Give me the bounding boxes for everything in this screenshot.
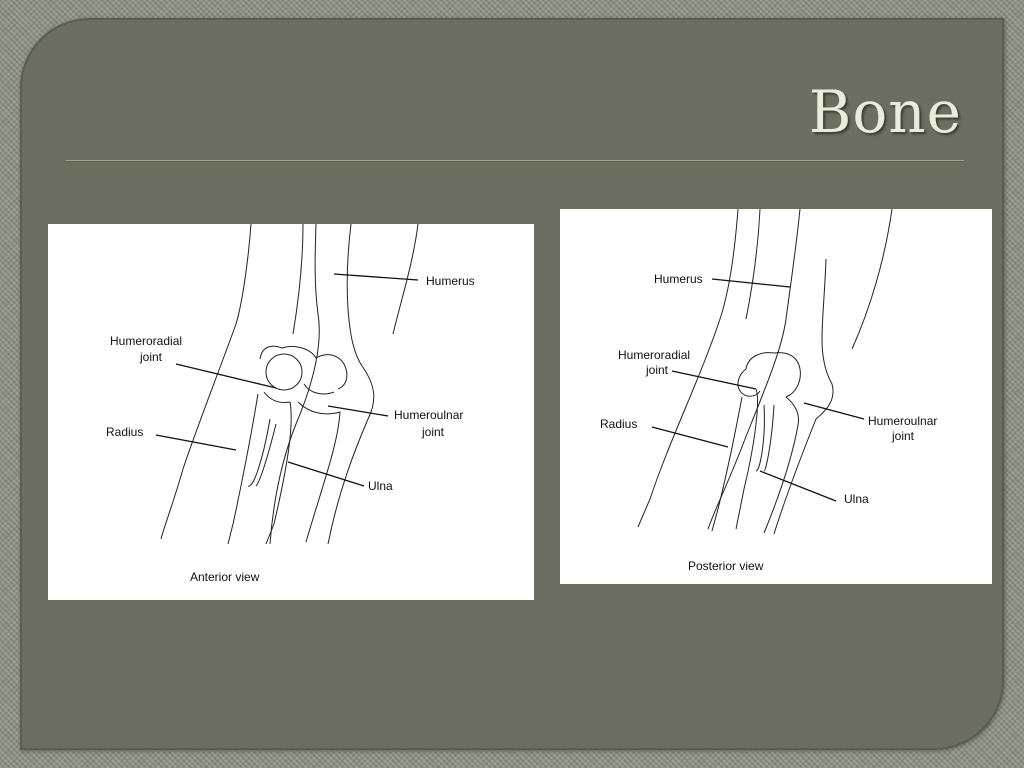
leader-humeroulnar bbox=[804, 403, 864, 419]
title-divider bbox=[66, 160, 964, 162]
caption-posterior: Posterior view bbox=[688, 559, 764, 573]
anterior-elbow-drawing bbox=[48, 224, 534, 600]
label-radius: Radius bbox=[600, 417, 638, 431]
humerus-shaft-left bbox=[293, 224, 303, 334]
label-humeroulnar-line1: Humeroulnar bbox=[394, 408, 464, 422]
leader-radius bbox=[652, 427, 728, 447]
ulna-inner-lines bbox=[756, 405, 774, 471]
label-humeroulnar-line2: joint bbox=[892, 429, 915, 443]
label-humeroradial-line2: joint bbox=[140, 350, 163, 364]
arm-outline-mid bbox=[270, 224, 319, 544]
humerus-distal-end bbox=[260, 346, 347, 389]
arm-outline-right bbox=[328, 224, 374, 544]
slide-title: Bone bbox=[808, 78, 962, 146]
leader-radius bbox=[156, 435, 236, 450]
label-humeroulnar-line1: Humeroulnar bbox=[868, 414, 938, 428]
label-humeroulnar-line2: joint bbox=[422, 425, 445, 439]
posterior-elbow-drawing bbox=[560, 209, 992, 584]
leader-ulna bbox=[760, 471, 836, 501]
radius-outer-edge bbox=[228, 394, 258, 544]
leader-ulna bbox=[288, 462, 364, 486]
olecranon bbox=[746, 353, 800, 397]
label-humerus: Humerus bbox=[426, 274, 475, 288]
label-humeroradial-line1: Humeroradial bbox=[618, 348, 691, 362]
label-radius: Radius bbox=[106, 425, 144, 439]
caption-anterior: Anterior view bbox=[190, 570, 260, 584]
leader-humeroradial bbox=[176, 364, 276, 388]
arm-outline-right bbox=[774, 259, 833, 534]
label-ulna: Ulna bbox=[368, 479, 393, 493]
radius-bone bbox=[264, 392, 291, 544]
label-humeroradial-line1: Humeroradial bbox=[110, 334, 183, 348]
anterior-view-figure bbox=[48, 224, 534, 600]
label-humerus: Humerus bbox=[654, 272, 703, 286]
humerus-shaft-left bbox=[746, 209, 760, 319]
arm-outline-far-right bbox=[852, 209, 892, 349]
capitulum bbox=[266, 354, 302, 390]
leader-humeroradial bbox=[672, 371, 756, 389]
trochlea bbox=[304, 384, 334, 394]
radius-outer-edge bbox=[712, 397, 742, 531]
arm-outline-left bbox=[161, 224, 251, 539]
label-ulna: Ulna bbox=[844, 492, 869, 506]
leader-humerus bbox=[712, 279, 790, 287]
leader-humerus bbox=[334, 274, 418, 280]
posterior-view-figure bbox=[560, 209, 992, 584]
leader-humeroulnar bbox=[328, 406, 388, 416]
label-humeroradial-line2: joint bbox=[646, 363, 669, 377]
